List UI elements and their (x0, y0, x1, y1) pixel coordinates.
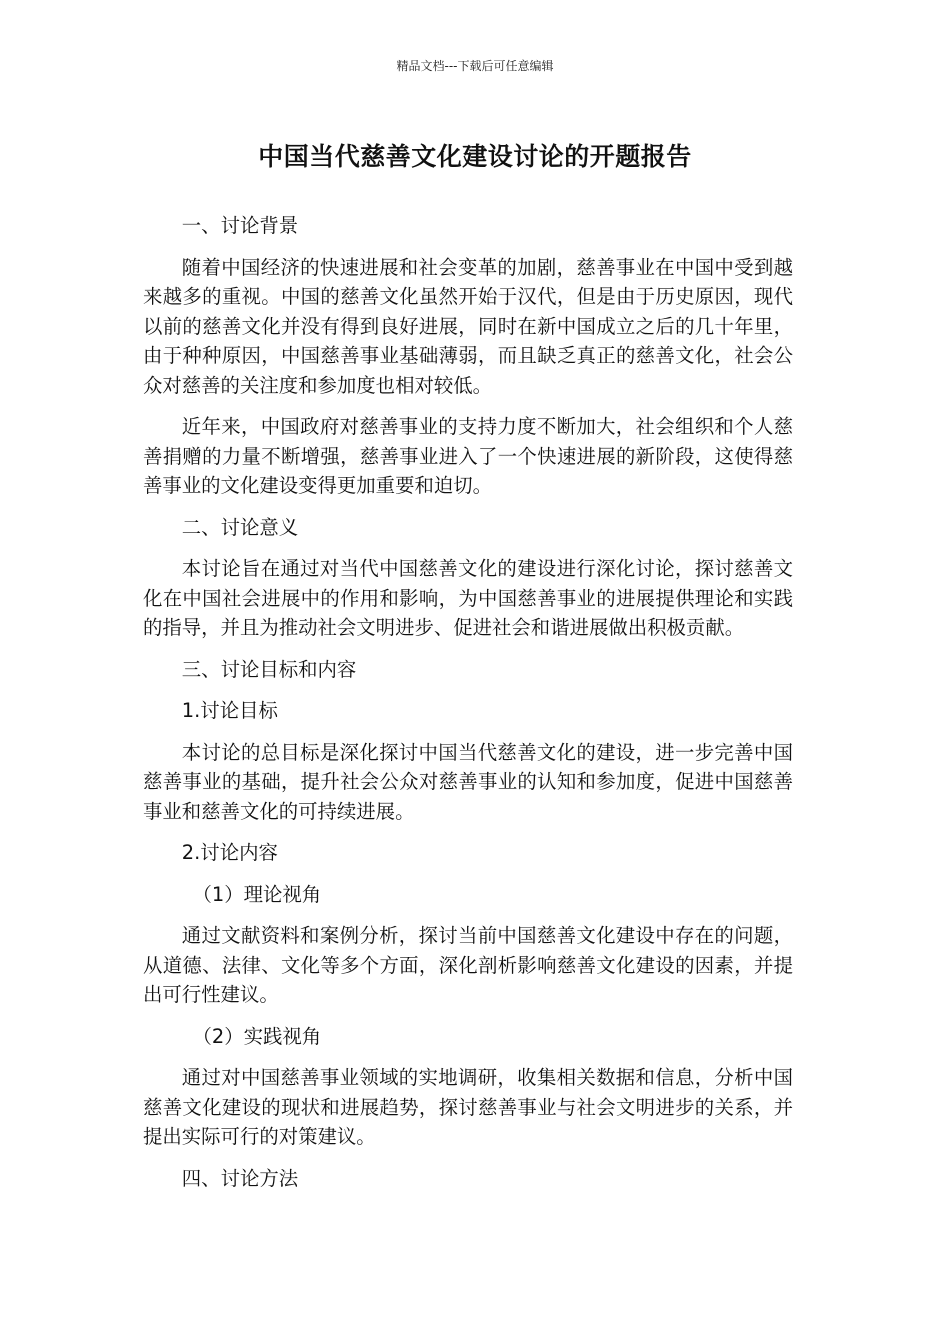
header-note: 精品文档---下载后可任意编辑 (396, 59, 554, 73)
document-title: 中国当代慈善文化建设讨论的开题报告 (258, 142, 692, 171)
paragraph-goals: 本讨论的总目标是深化探讨中国当代慈善文化的建设，进一步完善中国慈善事业的基础，提升社会公众对慈善事业的认知和参加度，促进中国慈善事业和慈善文化的可持续进展。 (143, 740, 793, 823)
section-heading-goals-content: 三、讨论目标和内容 (181, 657, 357, 681)
section-heading-significance: 二、讨论意义 (181, 515, 299, 539)
paragraph-significance: 本讨论旨在通过对当代中国慈善文化的建设进行深化讨论，探讨慈善文化在中国社会进展中的作用和影响，为中国慈善事业的进展提供理论和实践的指导，并且为推动社会文明进步、促进社会和谐进展做出积极贡献。 (143, 557, 793, 639)
section-heading-methods: 四、讨论方法 (181, 1166, 299, 1190)
subheading-theory-perspective: （1）理论视角 (192, 882, 322, 906)
section-heading-background: 一、讨论背景 (181, 214, 299, 237)
document-body (143, 211, 793, 1205)
subheading-goals: 1.讨论目标 (181, 699, 278, 722)
paragraph-background-1: 随着中国经济的快速进展和社会变革的加剧，慈善事业在中国中受到越来越多的重视。中国的慈善文化虽然开始于汉代，但是由于历史原因，现代以前的慈善文化并没有得到良好进展，同时在新中国成立之后的几十年里，由于种种原因，中国慈善事业基础薄弱，而且缺乏真正的慈善文化，社会公众对慈善的关注度和参加度也相对较低。 (143, 255, 793, 397)
subheading-content: 2.讨论内容 (181, 841, 278, 864)
paragraph-practice-perspective: 通过对中国慈善事业领域的实地调研，收集相关数据和信息，分析中国慈善文化建设的现状和进展趋势，探讨慈善事业与社会文明进步的关系，并提出实际可行的对策建议。 (143, 1066, 793, 1148)
paragraph-background-2: 近年来，中国政府对慈善事业的支持力度不断加大，社会组织和个人慈善捐赠的力量不断增强，慈善事业进入了一个快速进展的新阶段，这使得慈善事业的文化建设变得更加重要和迫切。 (143, 415, 793, 497)
subheading-practice-perspective: （2）实践视角 (192, 1024, 322, 1048)
paragraph-theory-perspective: 通过文献资料和案例分析，探讨当前中国慈善文化建设中存在的问题，从道德、法律、文化等多个方面，深化剖析影响慈善文化建设的因素，并提出可行性建议。 (143, 924, 793, 1006)
